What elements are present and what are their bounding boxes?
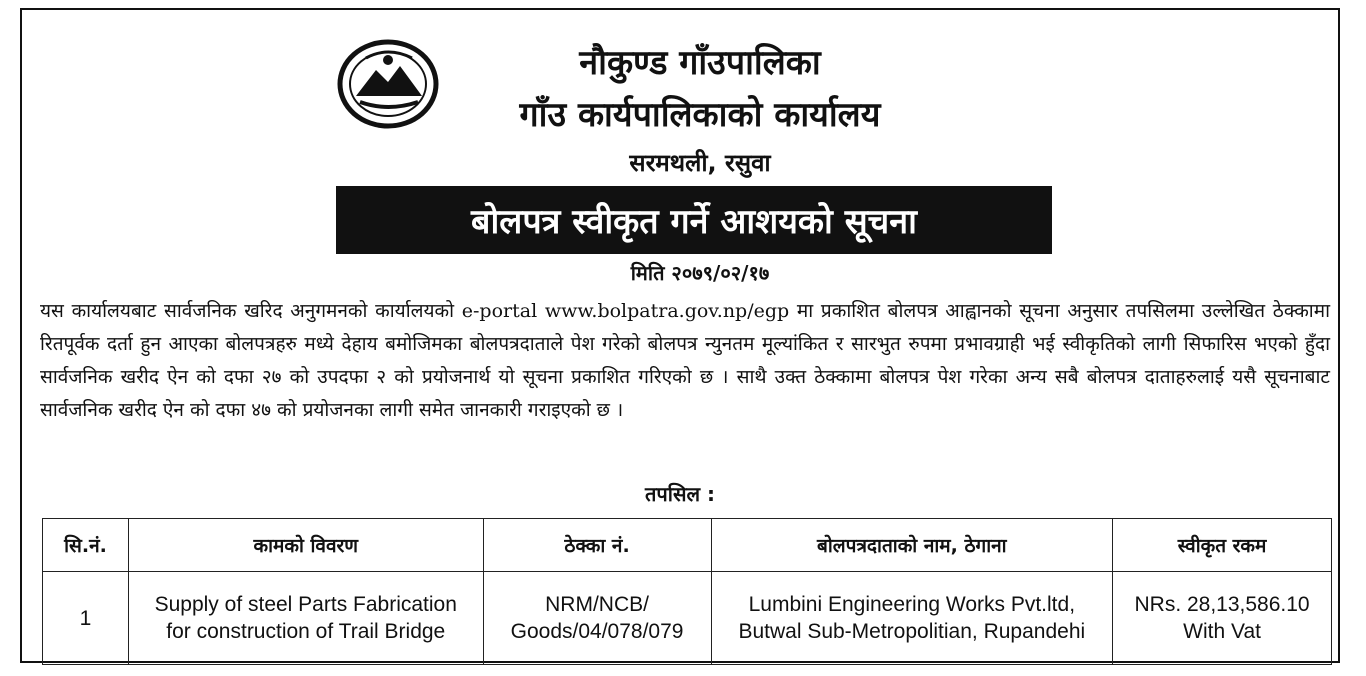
- work-line-2: for construction of Trail Bridge: [166, 620, 446, 643]
- header-approved-amount: स्वीकृत रकम: [1113, 519, 1332, 572]
- office-name: गाँउ कार्यपालिकाको कार्यालय: [519, 95, 881, 135]
- cell-work-description: [128, 572, 483, 665]
- notice-title: बोलपत्र स्वीकृत गर्ने आशयको सूचना: [471, 202, 917, 242]
- table-header-row: [43, 519, 1332, 572]
- contract-line-2: Goods/04/078/079: [510, 620, 684, 643]
- amount-line-2: With Vat: [1183, 620, 1261, 643]
- header-contract-no: ठेक्का नं.: [483, 519, 711, 572]
- bidder-line-1: Lumbini Engineering Works Pvt.ltd,: [748, 593, 1076, 616]
- bidder-line-2: Butwal Sub-Metropolitian, Rupandehi: [738, 620, 1086, 643]
- municipality-name: नौकुण्ड गाँउपालिका: [579, 43, 821, 83]
- cell-sn: 1: [43, 572, 129, 665]
- contract-line-1: NRM/NCB/: [545, 593, 649, 616]
- table-row: [43, 572, 1332, 665]
- header-work-description: कामको विवरण: [128, 519, 483, 572]
- cell-bidder: [711, 572, 1113, 665]
- amount-line-1: NRs. 28,13,586.10: [1134, 593, 1310, 616]
- details-label: तपसिल :: [645, 482, 715, 506]
- cell-contract-no: [483, 572, 711, 665]
- header-sn: सि.नं.: [43, 519, 129, 572]
- notice-title-banner: [336, 186, 1052, 254]
- notice-body: यस कार्यालयबाट सार्वजनिक खरिद अनुगमनको कार्यालयको e-portal www.bolpatra.gov.np/egp मा प्रकाशित बोलपत्र आह्वानको सूचना अनुसार तपसिलमा उल्लेखित ठेक्कामा रितपूर्वक दर्ता हुन आएका बोलपत्रहरु मध्ये देहाय बमोजिमका बोलपत्रदाताले पेश गरेको बोलपत्र न्युनतम मूल्यांकित र सारभुत रुपमा प्रभावग्राही भई स्वीकृतिको लागी सिफारिस भएको हुँदा सार्वजनिक खरीद ऐन को दफा २७ को उपदफा २ को प्रयोजनार्थ यो सूचना प्रकाशित गरिएको छ । साथै उक्त ठेक्कामा बोलपत्र पेश गरेका अन्य सबै बोलपत्र दाताहरुलाई यसै सूचनाबाट सार्वजनिक खरीद ऐन को दफा ४७ को प्रयोजनका लागी समेत जानकारी गराइएको छ ।: [40, 300, 1330, 421]
- header-bidder: बोलपत्रदाताको नाम, ठेगाना: [711, 519, 1113, 572]
- award-table: [42, 518, 1332, 665]
- work-line-1: Supply of steel Parts Fabrication: [154, 593, 457, 616]
- notice-date: मिति २०७९/०२/१७: [630, 261, 770, 285]
- office-address: सरमथली, रसुवा: [629, 149, 771, 177]
- government-seal-icon: [336, 38, 440, 130]
- cell-approved-amount: [1113, 572, 1332, 665]
